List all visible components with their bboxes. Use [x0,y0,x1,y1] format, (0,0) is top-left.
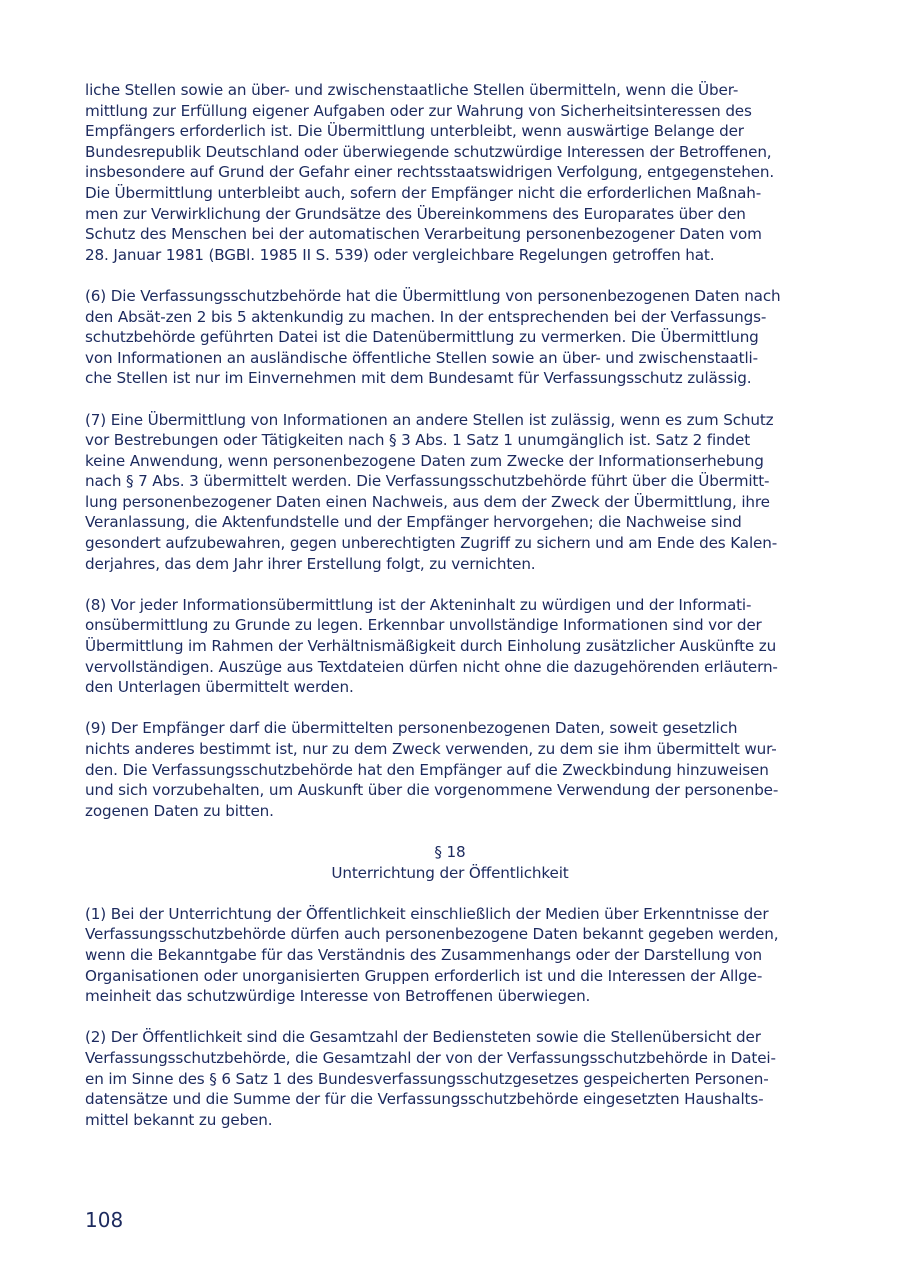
text-line: den. Die Verfassungsschutzbehörde hat den Empfänger auf die Zweckbindung hinzuweisen [85,760,769,779]
section-number: § 18 [434,842,466,861]
text-line: meinheit das schutzwürdige Interesse von Betroffenen überwiegen. [85,987,591,1006]
text-line: derjahres, das dem Jahr ihrer Erstellung folgt, zu vernichten. [85,554,536,573]
text-line: datensätze und die Summe der für die Verfassungsschutzbehörde eingesetzten Haushalts- [85,1090,764,1109]
text-line: (1) Bei der Unterrichtung der Öffentlichkeit einschließlich der Medien über Erkenntnisse der [85,904,769,923]
paragraph-s18p1 [85,904,815,1007]
document-body [85,80,815,1151]
paragraph-p9 [85,718,815,821]
paragraph-p8 [85,595,815,698]
text-line: vervollständigen. Auszüge aus Textdateien dürfen nicht ohne die dazugehörenden erläutern- [85,657,778,676]
paragraph-s18p2 [85,1027,815,1130]
paragraph-p7 [85,410,815,575]
text-line: schutzbehörde geführten Datei ist die Datenübermittlung zu vermerken. Die Übermittlung [85,328,759,347]
text-line: den Absät-zen 2 bis 5 aktenkundig zu machen. In der entsprechenden bei der Verfassungs- [85,307,767,326]
text-line: Verfassungsschutzbehörde, die Gesamtzahl der von der Verfassungsschutzbehörde in Datei- [85,1048,776,1067]
text-line: vor Bestrebungen oder Tätigkeiten nach § 3 Abs. 1 Satz 1 unumgänglich ist. Satz 2 findet [85,431,751,450]
text-line: insbesondere auf Grund der Gefahr einer rechtsstaatswidrigen Verfolgung, entgegenstehen. [85,163,775,182]
text-line: wenn die Bekanntgabe für das Verständnis des Zusammenhangs oder der Darstellung von [85,945,762,964]
text-line: lung personenbezogener Daten einen Nachweis, aus dem der Zweck der Übermittlung, ihre [85,492,770,511]
text-line: (2) Der Öffentlichkeit sind die Gesamtzahl der Bediensteten sowie die Stellenübersicht der [85,1028,761,1047]
text-line: (9) Der Empfänger darf die übermittelten personenbezogenen Daten, soweit gesetzlich [85,719,738,738]
text-line: keine Anwendung, wenn personenbezogene Daten zum Zwecke der Informationserhebung [85,451,764,470]
text-line: men zur Verwirklichung der Grundsätze des Übereinkommens des Europarates über den [85,204,746,223]
text-line: von Informationen an ausländische öffentliche Stellen sowie an über- und zwischenstaatli- [85,348,758,367]
text-line: Organisationen oder unorganisierten Gruppen erforderlich ist und die Interessen der Allge- [85,966,763,985]
section-title: Unterrichtung der Öffentlichkeit [331,863,569,882]
text-line: (6) Die Verfassungsschutzbehörde hat die Übermittlung von personenbezogenen Daten nach [85,286,781,305]
text-line: und sich vorzubehalten, um Auskunft über die vorgenommene Verwendung der personenbe- [85,781,779,800]
text-line: nach § 7 Abs. 3 übermittelt werden. Die Verfassungsschutzbehörde führt über die Übermitt- [85,472,770,491]
text-line: zogenen Daten zu bitten. [85,801,274,820]
page-number: 108 [85,1208,124,1232]
paragraph-p6 [85,286,815,389]
text-line: che Stellen ist nur im Einvernehmen mit dem Bundesamt für Verfassungsschutz zulässig. [85,369,752,388]
paragraphs-top [85,80,815,821]
text-line: onsübermittlung zu Grunde zu legen. Erkennbar unvollständige Informationen sind vor der [85,616,762,635]
text-line: (8) Vor jeder Informationsübermittlung ist der Akteninhalt zu würdigen und der Informati- [85,595,752,614]
text-line: Schutz des Menschen bei der automatischen Verarbeitung personenbezogener Daten vom [85,225,762,244]
text-line: Empfängers erforderlich ist. Die Übermittlung unterbleibt, wenn auswärtige Belange der [85,122,744,141]
text-line: en im Sinne des § 6 Satz 1 des Bundesverfassungsschutzgesetzes gespeicherten Personen- [85,1069,769,1088]
paragraph-cont [85,80,815,265]
paragraphs-bottom [85,904,815,1131]
text-line: (7) Eine Übermittlung von Informationen an andere Stellen ist zulässig, wenn es zum Schutz [85,410,774,429]
section-heading [85,842,815,883]
text-line: liche Stellen sowie an über- und zwischenstaatliche Stellen übermitteln, wenn die Über- [85,81,739,99]
text-line: den Unterlagen übermittelt werden. [85,678,354,697]
text-line: mittlung zur Erfüllung eigener Aufgaben oder zur Wahrung von Sicherheitsinteressen des [85,101,752,120]
text-line: Verfassungsschutzbehörde dürfen auch personenbezogene Daten bekannt gegeben werden, [85,925,779,944]
text-line: Veranlassung, die Aktenfundstelle und der Empfänger hervorgehen; die Nachweise sind [85,513,742,532]
text-line: 28. Januar 1981 (BGBl. 1985 II S. 539) oder vergleichbare Regelungen getroffen hat. [85,245,715,264]
text-line: Übermittlung im Rahmen der Verhältnismäßigkeit durch Einholung zusätzlicher Auskünfte zu [85,637,777,656]
text-line: mittel bekannt zu geben. [85,1110,273,1129]
text-line: nichts anderes bestimmt ist, nur zu dem Zweck verwenden, zu dem sie ihm übermittelt wur- [85,740,777,758]
text-line: Die Übermittlung unterbleibt auch, sofern der Empfänger nicht die erforderlichen Maßnah- [85,183,762,202]
text-line: gesondert aufzubewahren, gegen unberechtigten Zugriff zu sichern und am Ende des Kalen- [85,534,778,553]
text-line: Bundesrepublik Deutschland oder überwiegende schutzwürdige Interessen der Betroffenen, [85,142,772,161]
